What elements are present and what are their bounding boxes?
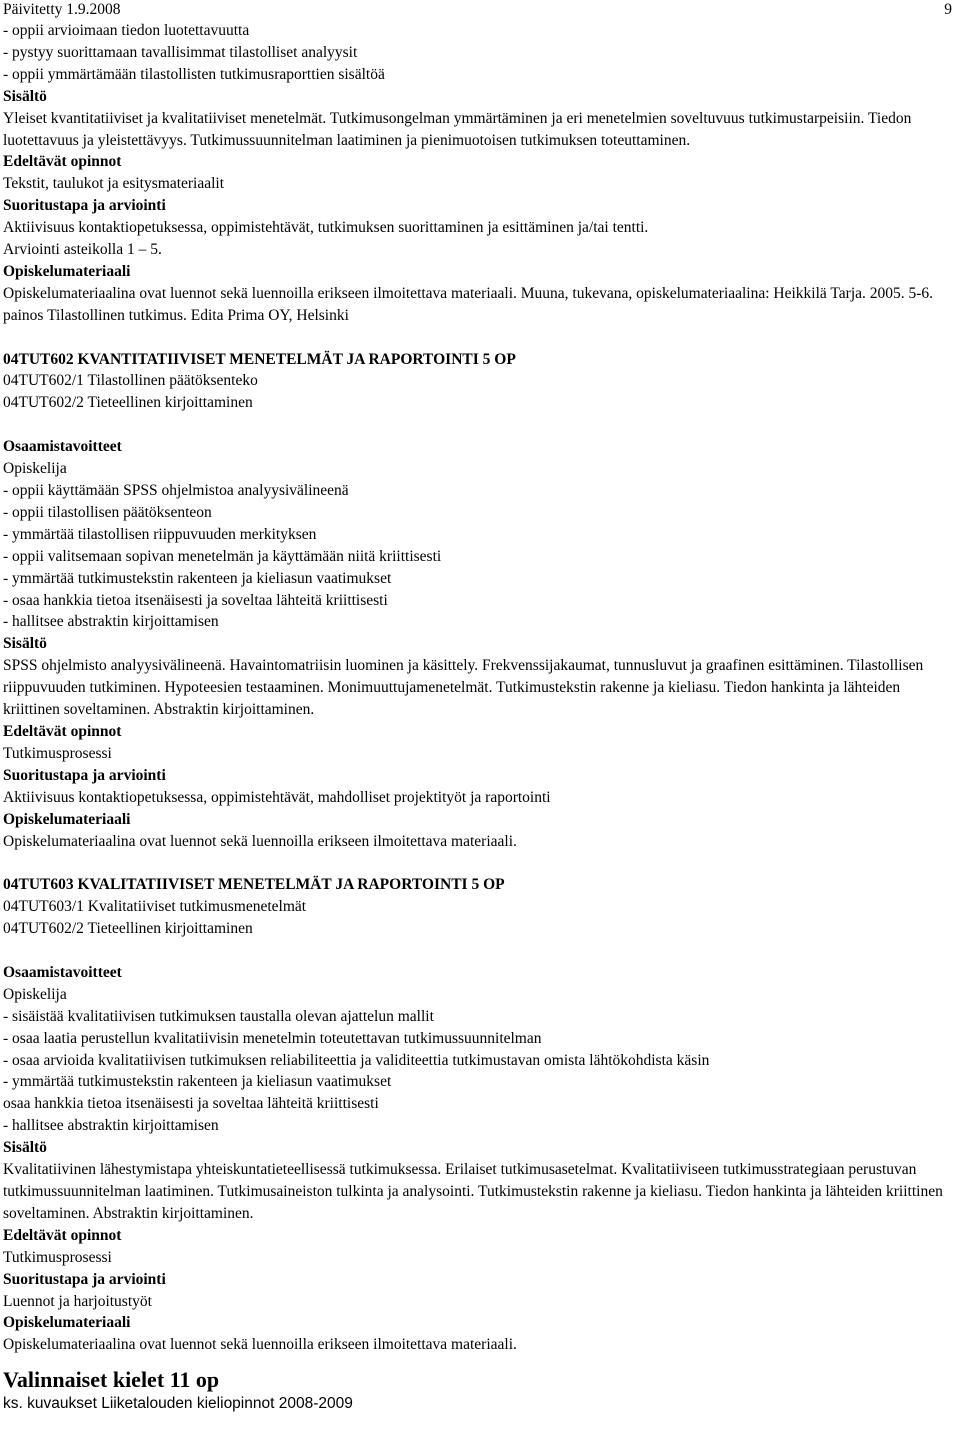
section-heading-method: Suoritustapa ja arviointi [3, 197, 166, 215]
goal-item: - osaa arvioida kvalitatiivisen tutkimuksen reliabiliteettia ja validiteettia tutkimustavan omista lähtökohdista käsin [3, 1051, 710, 1069]
goal-item: - osaa laatia perustellun kvalitatiivisin menetelmin toteutettavan tutkimussuunnitelman [3, 1029, 542, 1047]
page-number: 9 [944, 1, 952, 18]
course-part: 04TUT602/2 Tieteellinen kirjoittaminen [3, 920, 253, 938]
method-text: Aktiivisuus kontaktiopetuksessa, oppimistehtävät, tutkimuksen suorittaminen ja esittäminen ja/tai tentti. [3, 219, 649, 237]
section-heading-content: Sisältö [3, 635, 47, 653]
goal-item: - ymmärtää tutkimustekstin rakenteen ja kieliasun vaatimukset [3, 569, 392, 587]
course-602-section [3, 349, 953, 853]
content-text: Kvalitatiivinen lähestymistapa yhteiskuntatieteellisessä tutkimuksessa. Erilaiset tutkimusasetelmat. Kvalitatiiviseen tutkimusstrategiaan perustuvan tutkimussuunnitelman laatiminen. Tutkimusaineiston tulkinta ja analysointi. Tutkimustekstin rakenne ja kieliasu. Tiedon hankinta ja lähteiden kriittinen soveltaminen. Abstraktin kirjoittaminen. [3, 1161, 943, 1222]
section-heading-content: Sisältö [3, 1139, 47, 1157]
spacer [3, 327, 953, 349]
material-text: Opiskelumateriaalina ovat luennot sekä luennoilla erikseen ilmoitettava materiaali. [3, 1336, 517, 1354]
method-text: Luennot ja harjoitustyöt [3, 1292, 152, 1310]
student-label: Opiskelija [3, 985, 67, 1003]
intro-section [3, 20, 953, 327]
section-heading-material: Opiskelumateriaali [3, 1314, 131, 1332]
course-title: 04TUT603 KVALITATIIVISET MENETELMÄT JA RAPORTOINTI 5 OP [3, 876, 505, 894]
section-heading-method: Suoritustapa ja arviointi [3, 1270, 166, 1288]
section-heading-material: Opiskelumateriaali [3, 262, 131, 280]
goal-item: - pystyy suorittamaan tavallisimmat tilastolliset analyysit [3, 43, 358, 61]
course-603-section [3, 874, 953, 1356]
section-heading-goals: Osaamistavoitteet [3, 963, 122, 981]
method-text: Aktiivisuus kontaktiopetuksessa, oppimistehtävät, mahdolliset projektityöt ja raportointi [3, 788, 551, 806]
method-text: Arviointi asteikolla 1 – 5. [3, 241, 162, 259]
electives-note: ks. kuvaukset Liiketalouden kieliopinnot 2008-2009 [3, 1395, 353, 1413]
prereq-text: Tutkimusprosessi [3, 1248, 112, 1266]
spacer [3, 852, 953, 874]
electives-section [3, 1366, 953, 1414]
section-heading-prereq: Edeltävät opinnot [3, 153, 122, 171]
section-heading-goals: Osaamistavoitteet [3, 438, 122, 456]
section-heading-content: Sisältö [3, 87, 47, 105]
goal-item: - oppii käyttämään SPSS ohjelmistoa analyysivälineenä [3, 482, 349, 499]
document-body [3, 20, 953, 1414]
goal-item: - hallitsee abstraktin kirjoittamisen [3, 613, 219, 631]
goal-item: - hallitsee abstraktin kirjoittamisen [3, 1117, 219, 1135]
content-text: Yleiset kvantitatiiviset ja kvalitatiiviset menetelmät. Tutkimusongelman ymmärtäminen ja eri menetelmien soveltuvuus tutkimustarpeisiin. Tiedon luotettavuus ja yleistettävyys. Tutkimussuunnitelman laatiminen ja pienimuotoisen tutkimuksen toteuttaminen. [3, 109, 912, 149]
section-heading-material: Opiskelumateriaali [3, 810, 131, 828]
section-heading-prereq: Edeltävät opinnot [3, 1226, 122, 1244]
material-text: Opiskelumateriaalina ovat luennot sekä luennoilla erikseen ilmoitettava materiaali. Muuna, tukevana, opiskelumateriaalina: Heikkilä Tarja. 2005. 5-6. painos Tilastollinen tutkimus. Edita Prima OY, Helsinki [3, 284, 934, 324]
course-title: 04TUT602 KVANTITATIIVISET MENETELMÄT JA RAPORTOINTI 5 OP [3, 350, 516, 368]
updated-date: Päivitetty 1.9.2008 [3, 1, 121, 18]
material-text: Opiskelumateriaalina ovat luennot sekä luennoilla erikseen ilmoitettava materiaali. [3, 832, 517, 850]
content-text: SPSS ohjelmisto analyysivälineenä. Havaintomatriisin luominen ja käsittely. Frekvenssijakaumat, tunnusluvut ja graafinen esittäminen. Tilastollisen riippuvuuden tutkiminen. Hypoteesien testaaminen. Monimuuttujamenetelmät. Tutkimustekstin rakenne ja kieliasu. Tiedon hankinta ja lähteiden kriittinen soveltaminen. Abstraktin kirjoittaminen. [3, 657, 924, 719]
section-heading-prereq: Edeltävät opinnot [3, 722, 122, 740]
spacer [3, 940, 953, 962]
goal-item: - oppii valitsemaan sopivan menetelmän ja käyttämään niitä kriittisesti [3, 547, 442, 565]
course-part: 04TUT602/1 Tilastollinen päätöksenteko [3, 372, 258, 390]
goal-item: - oppii ymmärtämään tilastollisten tutkimusraporttien sisältöä [3, 65, 385, 83]
goal-item: - oppii arvioimaan tiedon luotettavuutta [3, 22, 250, 39]
prereq-text: Tekstit, taulukot ja esitysmateriaalit [3, 175, 225, 193]
goal-item: osaa hankkia tietoa itsenäisesti ja soveltaa lähteitä kriittisesti [3, 1095, 379, 1113]
spacer [3, 414, 953, 436]
student-label: Opiskelija [3, 460, 67, 478]
course-part: 04TUT603/1 Kvalitatiiviset tutkimusmenetelmät [3, 898, 307, 916]
section-heading-method: Suoritustapa ja arviointi [3, 766, 166, 784]
goal-item: - osaa hankkia tietoa itsenäisesti ja soveltaa lähteitä kriittisesti [3, 591, 388, 609]
goal-item: - sisäistää kvalitatiivisen tutkimuksen taustalla olevan ajattelun mallit [3, 1007, 434, 1025]
goal-item: - ymmärtää tilastollisen riippuvuuden merkityksen [3, 525, 317, 543]
course-part: 04TUT602/2 Tieteellinen kirjoittaminen [3, 394, 253, 412]
goal-item: - oppii tilastollisen päätöksenteon [3, 503, 212, 521]
goal-item: - ymmärtää tutkimustekstin rakenteen ja kieliasun vaatimukset [3, 1073, 392, 1091]
prereq-text: Tutkimusprosessi [3, 744, 112, 762]
electives-title: Valinnaiset kielet 11 op [3, 1367, 220, 1393]
